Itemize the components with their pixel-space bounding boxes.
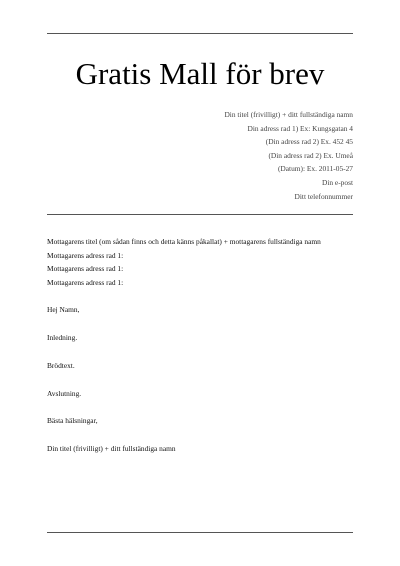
sender-address-line-3: (Din adress rad 2) Ex. Umeå: [268, 150, 353, 160]
letter-greeting: Hej Namn,: [47, 305, 80, 314]
middle-divider: [47, 214, 353, 215]
sender-block: [73, 108, 353, 203]
sender-name-line: Din titel (frivilligt) + ditt fullständiga namn: [224, 110, 353, 119]
recipient-name-line: Mottagarens titel (om sådan finns och detta känns påkallat) + mottagarens fullständiga namn: [47, 237, 321, 246]
letter-closing: Avslutning.: [47, 389, 82, 398]
bottom-divider: [47, 532, 353, 533]
letter-introduction: Inledning.: [47, 333, 78, 342]
recipient-address-line: Mottagarens adress rad 1:: [47, 264, 124, 274]
sender-email-line: Din e-post: [322, 177, 353, 187]
sender-date-line: (Datum): Ex. 2011-05-27: [277, 164, 353, 174]
recipient-block: [47, 235, 353, 289]
recipient-address-line: Mottagarens adress rad 1:: [47, 250, 124, 260]
document-title: Gratis Mall för brev: [75, 56, 325, 91]
sender-address-line-1: Din adress rad 1) Ex: Kungsgatan 4: [247, 123, 353, 133]
letter-signature: Din titel (frivilligt) + ditt fullständiga namn: [47, 444, 176, 453]
sender-phone-line: Ditt telefonnummer: [294, 191, 353, 201]
top-divider: [47, 33, 353, 34]
sender-address-line-2: (Din adress rad 2) Ex. 452 45: [265, 137, 353, 147]
letter-body-text: Brödtext.: [47, 361, 75, 370]
recipient-address-line: Mottagarens adress rad 1:: [47, 277, 124, 287]
letter-regards: Bästa hälsningar,: [47, 416, 98, 425]
